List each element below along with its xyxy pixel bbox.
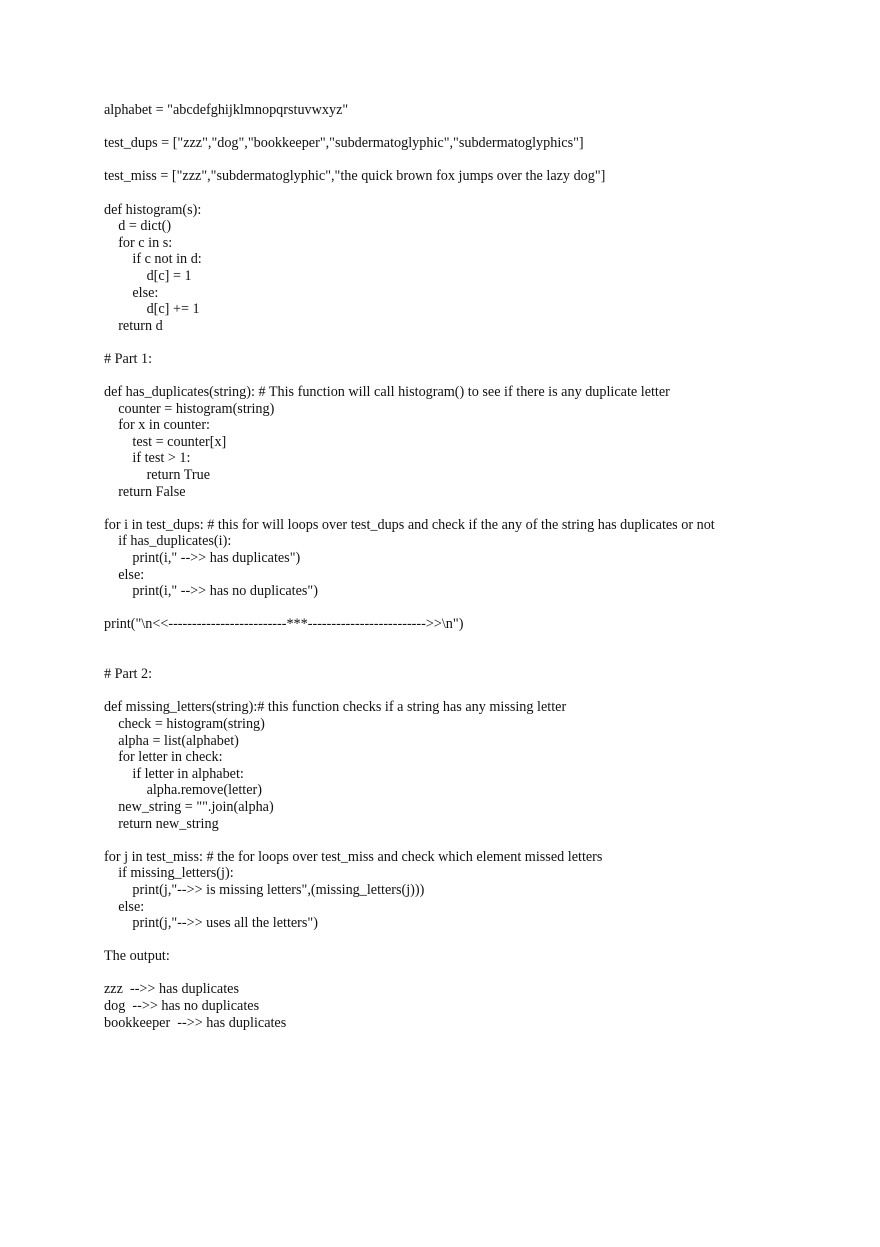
code-line: alphabet = "abcdefghijklmnopqrstuvwxyz" bbox=[104, 102, 349, 118]
code-line: else: bbox=[104, 898, 145, 915]
blank-line bbox=[104, 152, 844, 169]
code-line: if letter in alphabet: bbox=[104, 765, 244, 782]
blank-line bbox=[104, 965, 844, 982]
code-line: return new_string bbox=[104, 815, 219, 832]
code-line: alpha = list(alphabet) bbox=[104, 732, 239, 749]
code-line: bookkeeper -->> has duplicates bbox=[104, 1014, 287, 1031]
code-line: else: bbox=[104, 284, 159, 301]
code-line: return False bbox=[104, 483, 186, 500]
blank-line bbox=[104, 683, 844, 700]
code-line: def has_duplicates(string): # This function will call histogram() to see if there is any duplicate letter bbox=[104, 384, 670, 401]
code-line: # Part 1: bbox=[104, 350, 153, 367]
code-line: counter = histogram(string) bbox=[104, 400, 275, 417]
code-line: if has_duplicates(i): bbox=[104, 533, 232, 550]
blank-line bbox=[104, 368, 844, 385]
code-line: zzz -->> has duplicates bbox=[104, 981, 239, 998]
blank-line bbox=[104, 600, 844, 617]
code-line: print(i," -->> has duplicates") bbox=[104, 550, 301, 567]
blank-line bbox=[104, 500, 844, 517]
code-line: print("\n<<-------------------------***------------------------->>\n") bbox=[104, 616, 464, 633]
code-line: for x in counter: bbox=[104, 417, 210, 434]
code-line: def histogram(s): bbox=[104, 201, 202, 218]
code-line: for j in test_miss: # the for loops over test_miss and check which element missed letters bbox=[104, 848, 603, 865]
code-line: d = dict() bbox=[104, 218, 172, 235]
code-line: test = counter[x] bbox=[104, 433, 227, 450]
code-line: else: bbox=[104, 566, 145, 583]
code-line: for letter in check: bbox=[104, 749, 223, 766]
document-page bbox=[104, 102, 844, 1031]
blank-line bbox=[104, 185, 844, 202]
code-line: alpha.remove(letter) bbox=[104, 782, 262, 799]
code-line: The output: bbox=[104, 948, 170, 965]
code-line: return True bbox=[104, 467, 211, 484]
code-line: check = histogram(string) bbox=[104, 715, 265, 732]
code-line: def missing_letters(string):# this function checks if a string has any missing letter bbox=[104, 699, 567, 716]
code-line: test_dups = ["zzz","dog","bookkeeper","subdermatoglyphic","subdermatoglyphics"] bbox=[104, 135, 584, 152]
code-line: dog -->> has no duplicates bbox=[104, 998, 260, 1015]
blank-line bbox=[104, 650, 844, 667]
code-line: # Part 2: bbox=[104, 666, 153, 683]
blank-line bbox=[104, 633, 844, 650]
blank-line bbox=[104, 334, 844, 351]
blank-line bbox=[104, 832, 844, 849]
code-line: d[c] = 1 bbox=[104, 267, 192, 284]
code-line: for i in test_dups: # this for will loops over test_dups and check if the any of the string has duplicates or not bbox=[104, 516, 715, 533]
code-line: if missing_letters(j): bbox=[104, 865, 234, 882]
code-line: print(i," -->> has no duplicates") bbox=[104, 583, 318, 600]
code-line: if test > 1: bbox=[104, 450, 191, 467]
code-line: if c not in d: bbox=[104, 251, 202, 268]
blank-line bbox=[104, 932, 844, 949]
code-line: return d bbox=[104, 317, 163, 334]
code-line: new_string = "".join(alpha) bbox=[104, 798, 274, 815]
code-line: print(j,"-->> uses all the letters") bbox=[104, 915, 318, 932]
code-line: test_miss = ["zzz","subdermatoglyphic","the quick brown fox jumps over the lazy dog"] bbox=[104, 168, 606, 185]
code-line: d[c] += 1 bbox=[104, 301, 200, 318]
code-line: for c in s: bbox=[104, 234, 173, 251]
blank-line bbox=[104, 119, 844, 136]
code-line: print(j,"-->> is missing letters",(missing_letters(j))) bbox=[104, 881, 425, 898]
